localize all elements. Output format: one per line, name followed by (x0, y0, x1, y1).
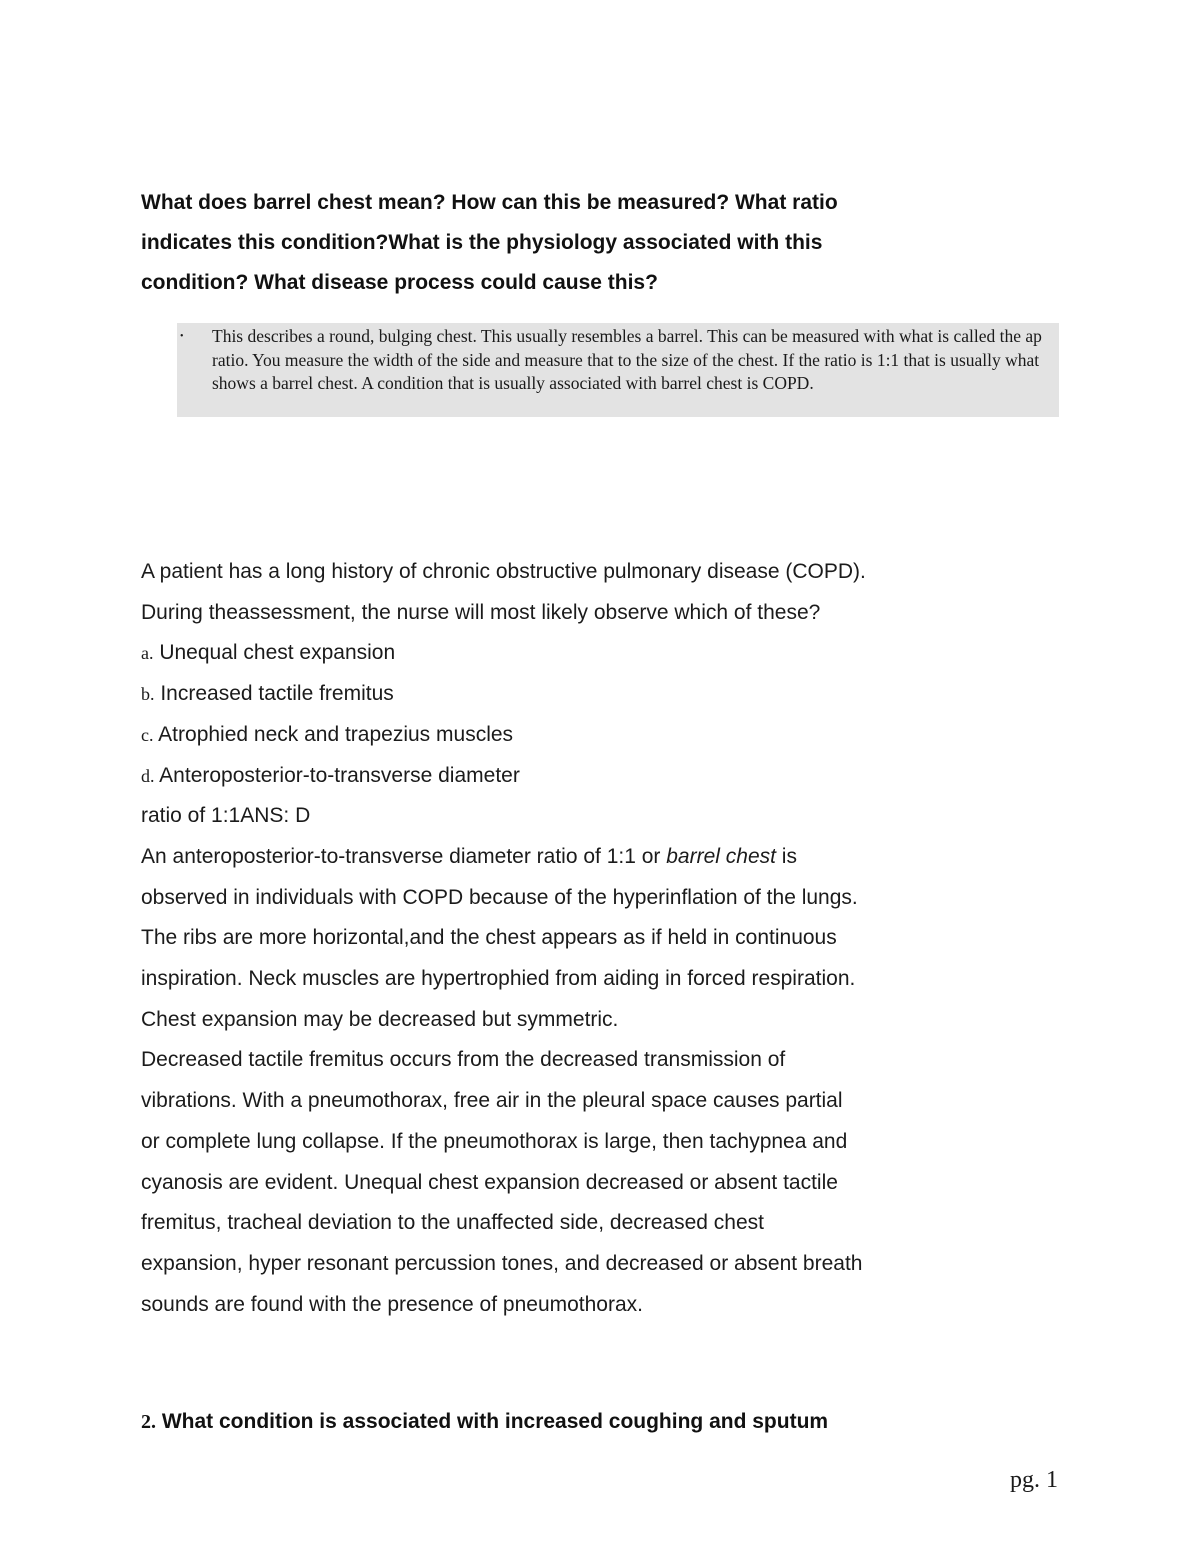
option-d-letter: d. (141, 765, 155, 786)
option-b-letter: b. (141, 684, 155, 705)
rationale-line-1 (141, 837, 971, 878)
rationale-prefix: An anteroposterior-to-transverse diameter ratio of 1:1 or (141, 844, 667, 868)
option-b-text: Increased tactile fremitus (154, 682, 394, 706)
rationale-line: observed in individuals with COPD because of the hyperinflation of the lungs. (141, 885, 858, 909)
bullet-icon: • (180, 331, 184, 342)
option-d (141, 756, 971, 797)
rationale-line: fremitus, tracheal deviation to the unaffected side, decreased chest (141, 1211, 764, 1235)
rationale-line: inspiration. Neck muscles are hypertrophied from aiding in forced respiration. (141, 967, 856, 991)
question-1-line-2: indicates this condition?What is the physiology associated with this (141, 231, 823, 254)
option-b (141, 674, 971, 715)
question-2-heading (141, 1402, 1041, 1442)
rationale-line: or complete lung collapse. If the pneumothorax is large, then tachypnea and (141, 1129, 848, 1153)
option-a-text: Unequal chest expansion (153, 641, 396, 665)
rationale-line: expansion, hyper resonant percussion tones, and decreased or absent breath (141, 1251, 863, 1275)
mcq-stem-line-1: A patient has a long history of chronic obstructive pulmonary disease (COPD). (141, 560, 866, 583)
question-1-heading (141, 183, 941, 303)
question-1-line-1: What does barrel chest mean? How can this be measured? What ratio (141, 191, 838, 214)
rationale-italic-term: barrel chest (666, 844, 776, 868)
question-2-text: What condition is associated with increased coughing and sputum (156, 1410, 829, 1433)
rationale-line: cyanosis are evident. Unequal chest expansion decreased or absent tactile (141, 1170, 838, 1194)
rationale-line: The ribs are more horizontal,and the chest appears as if held in continuous (141, 926, 837, 950)
rationale-line: Chest expansion may be decreased but symmetric. (141, 1007, 619, 1031)
option-c (141, 715, 971, 756)
question-2-number: 2. (141, 1411, 156, 1433)
page-number: pg. 1 (1010, 1467, 1058, 1493)
option-c-text: Atrophied neck and trapezius muscles (153, 722, 514, 746)
mcq-stem-line-2: During theassessment, the nurse will most likely observe which of these? (141, 600, 821, 624)
rationale-line: vibrations. With a pneumothorax, free air in the pleural space causes partial (141, 1089, 843, 1113)
answer-key: ratio of 1:1ANS: D (141, 804, 311, 828)
rationale-line: sounds are found with the presence of pneumothorax. (141, 1292, 643, 1316)
option-d-text: Anteroposterior-to-transverse diameter (154, 763, 520, 787)
question-1-line-3: condition? What disease process could cause this? (141, 271, 658, 294)
mcq-block (141, 552, 971, 1325)
option-c-letter: c. (141, 724, 154, 745)
rationale-suffix: is (775, 844, 797, 868)
answer-text: This describes a round, bulging chest. This usually resembles a barrel. This can be measured with what is called the ap ratio. You measure the width of the side and measure that to the size of the chest. If the ratio is 1:1 that is usually what shows a barrel chest. A condition that is usually associated with barrel chest is COPD. (212, 326, 1042, 393)
rationale-line: Decreased tactile fremitus occurs from the decreased transmission of (141, 1048, 786, 1072)
answer-highlight-box (177, 323, 1059, 417)
option-a-letter: a. (141, 643, 154, 664)
option-a (141, 633, 971, 674)
